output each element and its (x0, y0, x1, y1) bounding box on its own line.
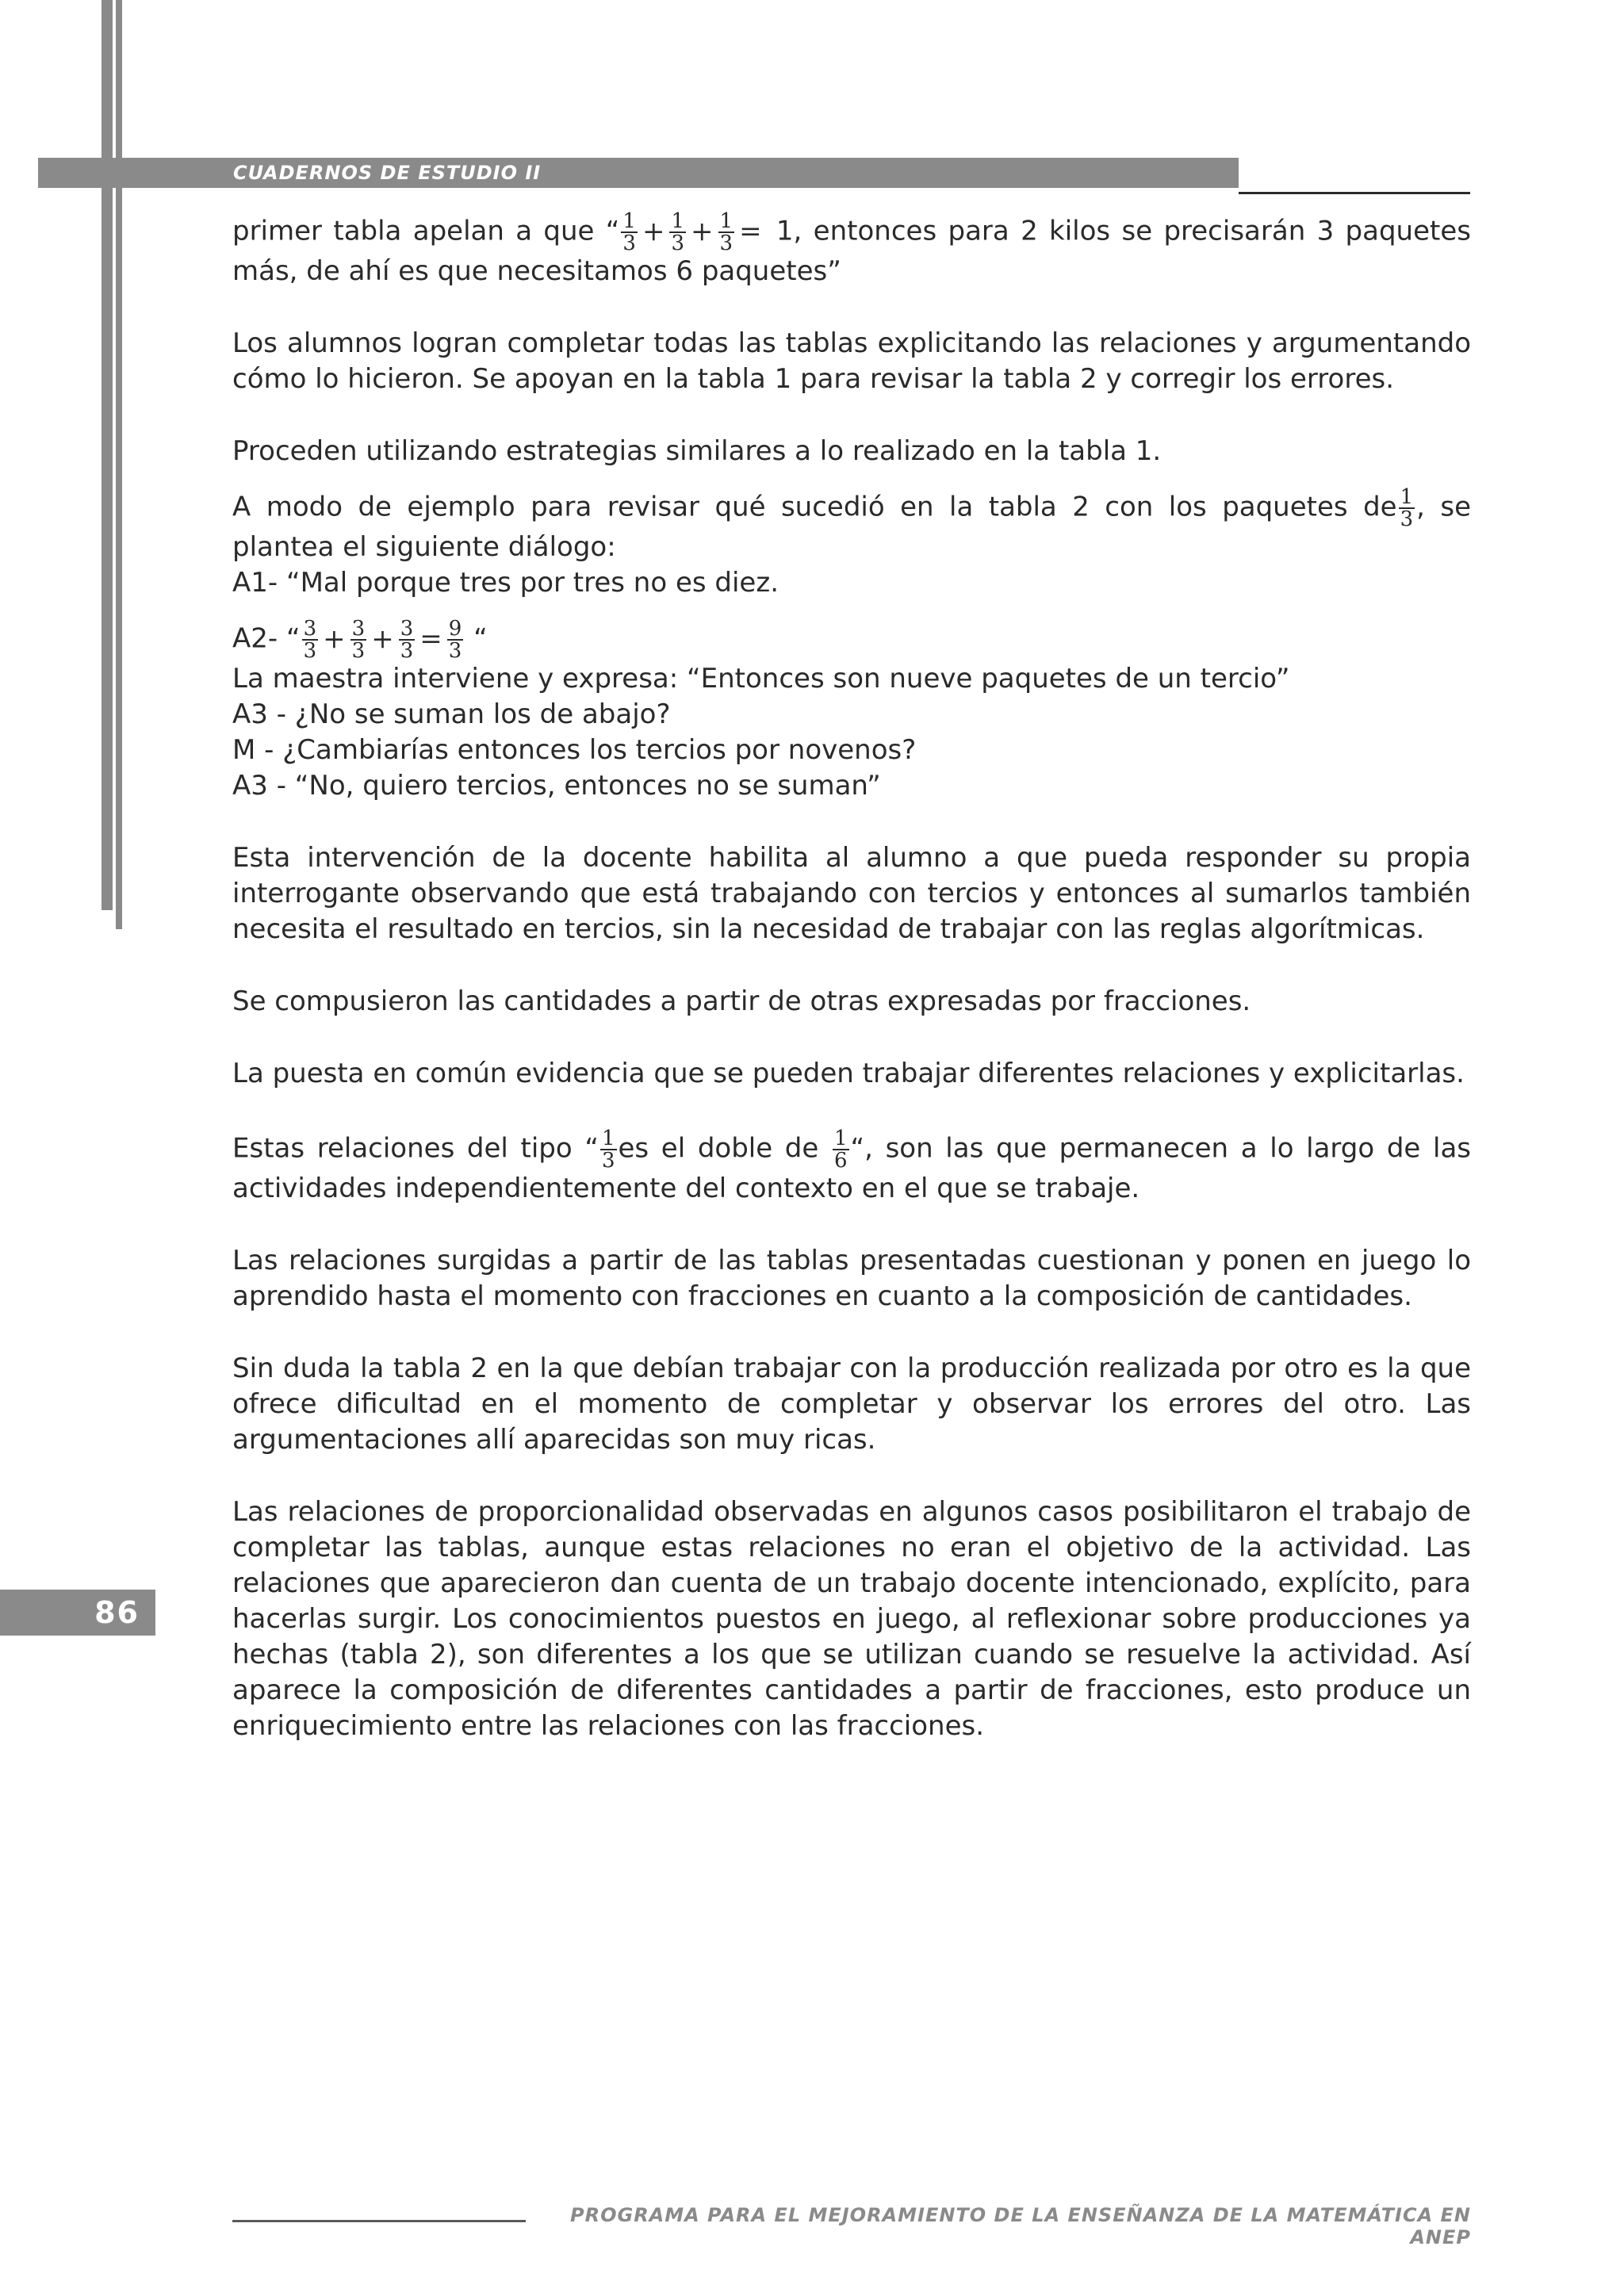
text-fragment: “, son las que permanecen a lo largo de las actividades independientemente del contexto en el que se trabaje. (232, 1132, 1471, 1204)
text-fragment: primer tabla apelan a que “ (232, 215, 620, 247)
page-number: 86 (94, 1595, 140, 1630)
fraction-three-thirds: $\frac{3}{3}$ (303, 617, 317, 663)
fraction-one-third: $\frac{1}{3}$ (671, 209, 685, 255)
paragraph-6: Se compusieron las cantidades a partir de otras expresadas por fracciones. (232, 985, 1251, 1017)
paragraph-7: La puesta en común evidencia que se pueden trabajar diferentes relaciones y explicitarlas. (232, 1058, 1465, 1089)
paragraph-9: Las relaciones surgidas a partir de las tablas presentadas cuestionan y ponen en juego lo aprendido hasta el momento con fracciones en cuanto a la composición de cantidades. (232, 1245, 1471, 1312)
header-rule (1239, 192, 1470, 194)
fraction-one-sixth: $\frac{1}{6}$ (833, 1127, 848, 1173)
text-fragment: A modo de ejemplo para revisar qué sucedió en la tabla 2 con los paquetes de (232, 491, 1397, 523)
left-margin-bar-thin (116, 0, 122, 929)
paragraph-1 (232, 211, 1471, 289)
text-fragment: Estas relaciones del tipo “ (232, 1132, 599, 1165)
paragraph-10: Sin duda la tabla 2 en la que debían trabajar con la producción realizada por otro es la que ofrece dificultad en el momento de completar y observar los errores del otro. Las argumentaciones allí aparecidas son muy ricas. (232, 1353, 1471, 1456)
fraction-three-thirds: $\frac{3}{3}$ (400, 617, 414, 663)
fraction-one-third: $\frac{1}{3}$ (1400, 485, 1414, 531)
dialog-line-a3-reply: A3 - “No, quiero tercios, entonces no se suman” (232, 770, 881, 802)
header-title: CUADERNOS DE ESTUDIO II (233, 162, 542, 184)
fraction-one-third: $\frac{1}{3}$ (622, 209, 636, 255)
running-footer: PROGRAMA PARA EL MEJORAMIENTO DE LA ENSEÑANZA DE LA MATEMÁTICA EN ANEP (570, 2204, 1471, 2248)
plus-sign: + (642, 215, 665, 247)
dialog-line-a1: A1- “Mal porque tres por tres no es diez. (232, 567, 779, 599)
paragraph-11: Las relaciones de proporcionalidad observadas en algunos casos posibilitaron el trabajo de completar las tablas, aunque estas relaciones no eran el objetivo de la actividad. Las relaciones que aparecieron dan cuenta de un trabajo docente intencionado, explícito, para hacerlas surgir. Los conocimientos puestos en juego, al reflexionar sobre producciones ya hechas (tabla 2), son diferentes a los que se utilizan cuando se resuelve la actividad. Así aparece la composición de diferentes cantidades a partir de fracciones, esto produce un enriquecimiento entre las relaciones con las fracciones. (232, 1496, 1471, 1742)
plus-sign: + (691, 215, 714, 247)
page-number-box (0, 1590, 155, 1636)
plus-sign: + (371, 622, 394, 655)
body-text (232, 211, 1471, 1744)
paragraph-8 (232, 1128, 1471, 1207)
dialog-line-m: M - ¿Cambiarías entonces los tercios por novenos? (232, 734, 917, 766)
dialog-line-a3: A3 - ¿No se suman los de abajo? (232, 698, 671, 730)
text-fragment: A2- “ (232, 622, 301, 655)
text-fragment: es el doble de (618, 1132, 831, 1165)
paragraph-4 (232, 487, 1471, 565)
dialog-line-teacher: La maestra interviene y expresa: “Entonces son nueve paquetes de un tercio” (232, 663, 1290, 695)
running-header (38, 158, 1239, 188)
paragraph-5: Esta intervención de la docente habilita al alumno a que pueda responder su propia interrogante observando que está trabajando con tercios y entonces al sumarlos también necesita el resultado en tercios, sin la necesidad de trabajar con las reglas algorítmicas. (232, 842, 1471, 945)
dialog-line-a2 (232, 618, 1471, 661)
fraction-one-third: $\frac{1}{3}$ (601, 1127, 615, 1173)
text-fragment: 1, entonces para 2 kilos se precisarán 3 paquetes más, de ahí es que necesitamos 6 paquetes” (232, 215, 1471, 287)
equals-sign: = (419, 622, 442, 655)
plus-sign: + (323, 622, 346, 655)
footer-rule (232, 2220, 526, 2222)
paragraph-3: Proceden utilizando estrategias similares a lo realizado en la tabla 1. (232, 435, 1162, 467)
equals-sign: = (739, 215, 762, 247)
text-fragment: , se plantea el siguiente diálogo: (232, 491, 1471, 563)
fraction-one-third: $\frac{1}{3}$ (719, 209, 733, 255)
left-margin-bar (102, 0, 113, 910)
fraction-nine-thirds: $\frac{9}{3}$ (448, 617, 462, 663)
text-fragment: “ (465, 622, 488, 655)
paragraph-2: Los alumnos logran completar todas las tablas explicitando las relaciones y argumentando cómo lo hicieron. Se apoyan en la tabla 1 para revisar la tabla 2 y corregir los errores. (232, 327, 1471, 395)
fraction-three-thirds: $\frac{3}{3}$ (351, 617, 366, 663)
